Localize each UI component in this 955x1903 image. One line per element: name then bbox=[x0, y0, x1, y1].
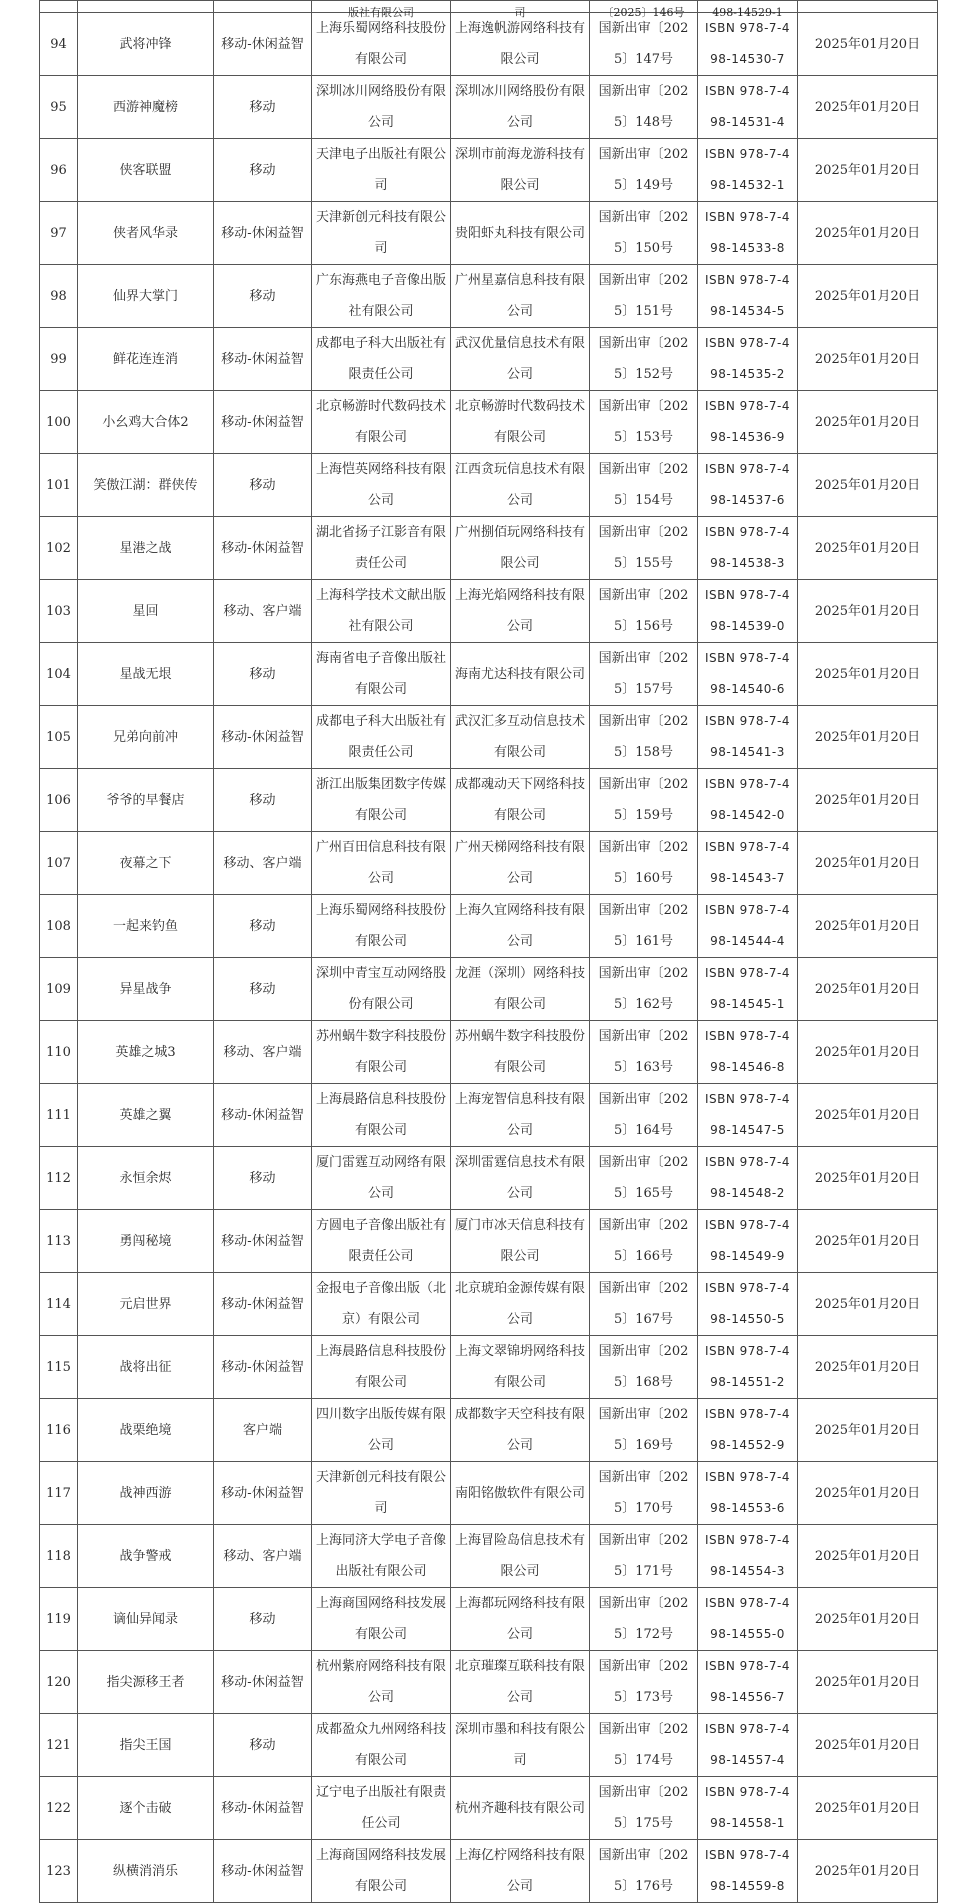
publisher-cell: 广州百田信息科技有限公司 bbox=[312, 832, 451, 895]
table-row bbox=[40, 1336, 938, 1399]
number-cell: 121 bbox=[40, 1714, 78, 1777]
operator-cell: 深圳市前海龙游科技有限公司 bbox=[451, 139, 590, 202]
publisher-cell: 上海晨路信息科技股份有限公司 bbox=[312, 1084, 451, 1147]
table-row bbox=[40, 454, 938, 517]
publisher-cell: 杭州紫府网络科技有限公司 bbox=[312, 1651, 451, 1714]
publisher-cell: 天津电子出版社有限公司 bbox=[312, 139, 451, 202]
date-cell: 2025年01月20日 bbox=[798, 1399, 938, 1462]
isbn-cell: ISBN 978-7-498-14530-7 bbox=[698, 13, 798, 76]
approval-cell: 国新出审〔2025〕167号 bbox=[590, 1273, 698, 1336]
number-cell: 102 bbox=[40, 517, 78, 580]
number-cell: 103 bbox=[40, 580, 78, 643]
game-name-cell: 一起来钓鱼 bbox=[78, 895, 214, 958]
game-name-cell: 侠客联盟 bbox=[78, 139, 214, 202]
approval-cell: 〔2025〕146号 bbox=[590, 1, 698, 13]
approval-cell: 国新出审〔2025〕176号 bbox=[590, 1840, 698, 1903]
operator-cell: 贵阳虾丸科技有限公司 bbox=[451, 202, 590, 265]
operator-cell: 上海宠智信息科技有限公司 bbox=[451, 1084, 590, 1147]
type-cell: 移动 bbox=[214, 1147, 312, 1210]
game-name-cell: 英雄之城3 bbox=[78, 1021, 214, 1084]
game-name-cell: 侠者风华录 bbox=[78, 202, 214, 265]
operator-cell: 南阳铭傲软件有限公司 bbox=[451, 1462, 590, 1525]
number-cell: 112 bbox=[40, 1147, 78, 1210]
table-row bbox=[40, 895, 938, 958]
publisher-cell: 苏州蜗牛数字科技股份有限公司 bbox=[312, 1021, 451, 1084]
table-row bbox=[40, 13, 938, 76]
operator-cell: 上海文翠锦坍网络科技有限公司 bbox=[451, 1336, 590, 1399]
date-cell: 2025年01月20日 bbox=[798, 1588, 938, 1651]
game-name-cell: 战将出征 bbox=[78, 1336, 214, 1399]
game-name-cell: 指尖源移王者 bbox=[78, 1651, 214, 1714]
game-name-cell: 小幺鸡大合体2 bbox=[78, 391, 214, 454]
date-cell: 2025年01月20日 bbox=[798, 958, 938, 1021]
publisher-cell: 上海乐蜀网络科技股份有限公司 bbox=[312, 13, 451, 76]
number-cell: 98 bbox=[40, 265, 78, 328]
operator-cell: 厦门市冰天信息科技有限公司 bbox=[451, 1210, 590, 1273]
operator-cell: 北京畅游时代数码技术有限公司 bbox=[451, 391, 590, 454]
isbn-cell: ISBN 978-7-498-14549-9 bbox=[698, 1210, 798, 1273]
isbn-cell: ISBN 978-7-498-14553-6 bbox=[698, 1462, 798, 1525]
game-name-cell: 战神西游 bbox=[78, 1462, 214, 1525]
operator-cell: 深圳市墨和科技有限公司 bbox=[451, 1714, 590, 1777]
type-cell: 移动、客户端 bbox=[214, 1525, 312, 1588]
game-name-cell: 鲜花连连消 bbox=[78, 328, 214, 391]
date-cell: 2025年01月20日 bbox=[798, 769, 938, 832]
publisher-cell: 深圳中青宝互动网络股份有限公司 bbox=[312, 958, 451, 1021]
date-cell: 2025年01月20日 bbox=[798, 832, 938, 895]
approval-table-page bbox=[39, 0, 937, 1903]
isbn-cell: ISBN 978-7-498-14554-3 bbox=[698, 1525, 798, 1588]
game-name-cell: 异星战争 bbox=[78, 958, 214, 1021]
publisher-cell: 成都电子科大出版社有限责任公司 bbox=[312, 706, 451, 769]
table-row bbox=[40, 202, 938, 265]
game-name-cell: 爷爷的早餐店 bbox=[78, 769, 214, 832]
number-cell: 116 bbox=[40, 1399, 78, 1462]
number-cell: 105 bbox=[40, 706, 78, 769]
isbn-cell: ISBN 978-7-498-14556-7 bbox=[698, 1651, 798, 1714]
operator-cell: 龙涯（深圳）网络科技有限公司 bbox=[451, 958, 590, 1021]
date-cell: 2025年01月20日 bbox=[798, 1273, 938, 1336]
approval-cell: 国新出审〔2025〕171号 bbox=[590, 1525, 698, 1588]
publisher-cell: 上海商国网络科技发展有限公司 bbox=[312, 1588, 451, 1651]
game-name-cell: 星回 bbox=[78, 580, 214, 643]
number-cell: 119 bbox=[40, 1588, 78, 1651]
isbn-cell: ISBN 978-7-498-14538-3 bbox=[698, 517, 798, 580]
number-cell: 114 bbox=[40, 1273, 78, 1336]
publisher-cell: 四川数字出版传媒有限公司 bbox=[312, 1399, 451, 1462]
isbn-cell: ISBN 978-7-498-14537-6 bbox=[698, 454, 798, 517]
date-cell: 2025年01月20日 bbox=[798, 1840, 938, 1903]
type-cell: 移动-休闲益智 bbox=[214, 706, 312, 769]
isbn-cell: ISBN 978-7-498-14540-6 bbox=[698, 643, 798, 706]
game-name-cell: 英雄之翼 bbox=[78, 1084, 214, 1147]
isbn-cell: ISBN 978-7-498-14552-9 bbox=[698, 1399, 798, 1462]
game-name-cell: 永恒余烬 bbox=[78, 1147, 214, 1210]
number-cell: 97 bbox=[40, 202, 78, 265]
game-name-cell: 指尖王国 bbox=[78, 1714, 214, 1777]
type-cell: 移动 bbox=[214, 958, 312, 1021]
date-cell: 2025年01月20日 bbox=[798, 643, 938, 706]
approval-cell: 国新出审〔2025〕151号 bbox=[590, 265, 698, 328]
table-row bbox=[40, 706, 938, 769]
number-cell: 113 bbox=[40, 1210, 78, 1273]
operator-cell: 成都魂动天下网络科技有限公司 bbox=[451, 769, 590, 832]
type-cell: 移动、客户端 bbox=[214, 580, 312, 643]
type-cell: 移动 bbox=[214, 1588, 312, 1651]
game-name-cell: 星港之战 bbox=[78, 517, 214, 580]
type-cell: 移动-休闲益智 bbox=[214, 391, 312, 454]
approval-cell: 国新出审〔2025〕156号 bbox=[590, 580, 698, 643]
approval-cell: 国新出审〔2025〕147号 bbox=[590, 13, 698, 76]
isbn-cell: ISBN 978-7-498-14551-2 bbox=[698, 1336, 798, 1399]
date-cell: 2025年01月20日 bbox=[798, 580, 938, 643]
publisher-cell: 辽宁电子出版社有限责任公司 bbox=[312, 1777, 451, 1840]
isbn-cell: ISBN 978-7-498-14557-4 bbox=[698, 1714, 798, 1777]
operator-cell: 成都数字天空科技有限公司 bbox=[451, 1399, 590, 1462]
number-cell: 117 bbox=[40, 1462, 78, 1525]
operator-cell: 司 bbox=[451, 1, 590, 13]
number-cell: 115 bbox=[40, 1336, 78, 1399]
publisher-cell: 成都盈众九州网络科技有限公司 bbox=[312, 1714, 451, 1777]
type-cell: 移动 bbox=[214, 1714, 312, 1777]
operator-cell: 北京璀璨互联科技有限公司 bbox=[451, 1651, 590, 1714]
type-cell: 客户端 bbox=[214, 1399, 312, 1462]
approval-cell: 国新出审〔2025〕148号 bbox=[590, 76, 698, 139]
table-row bbox=[40, 1714, 938, 1777]
table-row bbox=[40, 643, 938, 706]
type-cell: 移动-休闲益智 bbox=[214, 328, 312, 391]
table-row bbox=[40, 580, 938, 643]
type-cell: 移动 bbox=[214, 76, 312, 139]
date-cell: 2025年01月20日 bbox=[798, 76, 938, 139]
table-row bbox=[40, 1525, 938, 1588]
number-cell: 99 bbox=[40, 328, 78, 391]
table-row bbox=[40, 139, 938, 202]
operator-cell: 广州捌佰玩网络科技有限公司 bbox=[451, 517, 590, 580]
table-row bbox=[40, 1777, 938, 1840]
table-row-partial bbox=[40, 1, 938, 13]
type-cell: 移动、客户端 bbox=[214, 832, 312, 895]
table-row bbox=[40, 1462, 938, 1525]
approval-cell: 国新出审〔2025〕160号 bbox=[590, 832, 698, 895]
isbn-cell: ISBN 978-7-498-14534-5 bbox=[698, 265, 798, 328]
date-cell: 2025年01月20日 bbox=[798, 895, 938, 958]
type-cell: 移动-休闲益智 bbox=[214, 1462, 312, 1525]
publisher-cell: 上海恺英网络科技有限公司 bbox=[312, 454, 451, 517]
publisher-cell: 厦门雷霆互动网络有限公司 bbox=[312, 1147, 451, 1210]
operator-cell: 上海光焰网络科技有限公司 bbox=[451, 580, 590, 643]
type-cell: 移动-休闲益智 bbox=[214, 13, 312, 76]
number-cell: 96 bbox=[40, 139, 78, 202]
publisher-cell: 浙江出版集团数字传媒有限公司 bbox=[312, 769, 451, 832]
table-row bbox=[40, 769, 938, 832]
approval-cell: 国新出审〔2025〕164号 bbox=[590, 1084, 698, 1147]
operator-cell: 武汉优量信息技术有限公司 bbox=[451, 328, 590, 391]
approval-cell: 国新出审〔2025〕157号 bbox=[590, 643, 698, 706]
number-cell: 106 bbox=[40, 769, 78, 832]
table-row bbox=[40, 1588, 938, 1651]
isbn-cell: ISBN 978-7-498-14555-0 bbox=[698, 1588, 798, 1651]
approval-cell: 国新出审〔2025〕172号 bbox=[590, 1588, 698, 1651]
date-cell: 2025年01月20日 bbox=[798, 1336, 938, 1399]
approval-cell: 国新出审〔2025〕166号 bbox=[590, 1210, 698, 1273]
number-cell: 95 bbox=[40, 76, 78, 139]
type-cell: 移动 bbox=[214, 265, 312, 328]
publisher-cell: 版社有限公司 bbox=[312, 1, 451, 13]
game-name-cell: 元启世界 bbox=[78, 1273, 214, 1336]
table-row bbox=[40, 76, 938, 139]
game-name-cell: 兄弟向前冲 bbox=[78, 706, 214, 769]
approval-table bbox=[39, 0, 938, 1903]
type-cell: 移动、客户端 bbox=[214, 1021, 312, 1084]
isbn-cell: ISBN 978-7-498-14531-4 bbox=[698, 76, 798, 139]
game-name-cell: 谪仙异闻录 bbox=[78, 1588, 214, 1651]
table-row bbox=[40, 517, 938, 580]
approval-cell: 国新出审〔2025〕153号 bbox=[590, 391, 698, 454]
isbn-cell: ISBN 978-7-498-14533-8 bbox=[698, 202, 798, 265]
approval-cell: 国新出审〔2025〕149号 bbox=[590, 139, 698, 202]
date-cell: 2025年01月20日 bbox=[798, 1777, 938, 1840]
operator-cell: 广州天梯网络科技有限公司 bbox=[451, 832, 590, 895]
game-name-cell: 武将冲锋 bbox=[78, 13, 214, 76]
game-name-cell: 纵横消消乐 bbox=[78, 1840, 214, 1903]
operator-cell: 深圳冰川网络股份有限公司 bbox=[451, 76, 590, 139]
number-cell: 120 bbox=[40, 1651, 78, 1714]
date-cell: 2025年01月20日 bbox=[798, 139, 938, 202]
number-cell: 109 bbox=[40, 958, 78, 1021]
isbn-cell: ISBN 978-7-498-14548-2 bbox=[698, 1147, 798, 1210]
approval-cell: 国新出审〔2025〕159号 bbox=[590, 769, 698, 832]
isbn-cell: ISBN 978-7-498-14542-0 bbox=[698, 769, 798, 832]
approval-cell: 国新出审〔2025〕169号 bbox=[590, 1399, 698, 1462]
isbn-cell: ISBN 978-7-498-14550-5 bbox=[698, 1273, 798, 1336]
isbn-cell: ISBN 978-7-498-14532-1 bbox=[698, 139, 798, 202]
isbn-cell: 498-14529-1 bbox=[698, 1, 798, 13]
publisher-cell: 湖北省扬子江影音有限责任公司 bbox=[312, 517, 451, 580]
operator-cell: 深圳雷霆信息技术有限公司 bbox=[451, 1147, 590, 1210]
date-cell: 2025年01月20日 bbox=[798, 13, 938, 76]
number-cell: 111 bbox=[40, 1084, 78, 1147]
publisher-cell: 上海同济大学电子音像出版社有限公司 bbox=[312, 1525, 451, 1588]
isbn-cell: ISBN 978-7-498-14536-9 bbox=[698, 391, 798, 454]
table-row bbox=[40, 1651, 938, 1714]
publisher-cell: 广东海燕电子音像出版社有限公司 bbox=[312, 265, 451, 328]
number-cell: 104 bbox=[40, 643, 78, 706]
isbn-cell: ISBN 978-7-498-14546-8 bbox=[698, 1021, 798, 1084]
publisher-cell: 上海乐蜀网络科技股份有限公司 bbox=[312, 895, 451, 958]
publisher-cell: 天津新创元科技有限公司 bbox=[312, 1462, 451, 1525]
date-cell: 2025年01月20日 bbox=[798, 1210, 938, 1273]
type-cell: 移动 bbox=[214, 643, 312, 706]
table-row bbox=[40, 1399, 938, 1462]
date-cell: 2025年01月20日 bbox=[798, 1084, 938, 1147]
isbn-cell: ISBN 978-7-498-14559-8 bbox=[698, 1840, 798, 1903]
isbn-cell: ISBN 978-7-498-14545-1 bbox=[698, 958, 798, 1021]
isbn-cell: ISBN 978-7-498-14558-1 bbox=[698, 1777, 798, 1840]
date-cell: 2025年01月20日 bbox=[798, 1462, 938, 1525]
publisher-cell: 天津新创元科技有限公司 bbox=[312, 202, 451, 265]
operator-cell: 上海都玩网络科技有限公司 bbox=[451, 1588, 590, 1651]
operator-cell: 上海冒险岛信息技术有限公司 bbox=[451, 1525, 590, 1588]
table-row bbox=[40, 265, 938, 328]
isbn-cell: ISBN 978-7-498-14541-3 bbox=[698, 706, 798, 769]
approval-cell: 国新出审〔2025〕155号 bbox=[590, 517, 698, 580]
date-cell: 2025年01月20日 bbox=[798, 1525, 938, 1588]
table-row bbox=[40, 832, 938, 895]
operator-cell: 北京琥珀金源传媒有限公司 bbox=[451, 1273, 590, 1336]
date-cell: 2025年01月20日 bbox=[798, 1651, 938, 1714]
publisher-cell: 成都电子科大出版社有限责任公司 bbox=[312, 328, 451, 391]
operator-cell: 江西贪玩信息技术有限公司 bbox=[451, 454, 590, 517]
date-cell: 2025年01月20日 bbox=[798, 706, 938, 769]
operator-cell: 苏州蜗牛数字科技股份有限公司 bbox=[451, 1021, 590, 1084]
operator-cell: 上海亿柠网络科技有限公司 bbox=[451, 1840, 590, 1903]
game-name-cell: 笑傲江湖：群侠传 bbox=[78, 454, 214, 517]
type-cell: 移动-休闲益智 bbox=[214, 1210, 312, 1273]
publisher-cell: 方圆电子音像出版社有限责任公司 bbox=[312, 1210, 451, 1273]
approval-cell: 国新出审〔2025〕158号 bbox=[590, 706, 698, 769]
isbn-cell: ISBN 978-7-498-14539-0 bbox=[698, 580, 798, 643]
approval-cell: 国新出审〔2025〕173号 bbox=[590, 1651, 698, 1714]
type-cell: 移动-休闲益智 bbox=[214, 1336, 312, 1399]
approval-cell: 国新出审〔2025〕161号 bbox=[590, 895, 698, 958]
publisher-cell: 海南省电子音像出版社有限公司 bbox=[312, 643, 451, 706]
number-cell: 108 bbox=[40, 895, 78, 958]
publisher-cell: 北京畅游时代数码技术有限公司 bbox=[312, 391, 451, 454]
table-row bbox=[40, 1021, 938, 1084]
publisher-cell: 上海科学技术文献出版社有限公司 bbox=[312, 580, 451, 643]
operator-cell: 武汉汇多互动信息技术有限公司 bbox=[451, 706, 590, 769]
operator-cell: 上海逸帆游网络科技有限公司 bbox=[451, 13, 590, 76]
isbn-cell: ISBN 978-7-498-14535-2 bbox=[698, 328, 798, 391]
type-cell: 移动-休闲益智 bbox=[214, 202, 312, 265]
isbn-cell: ISBN 978-7-498-14544-4 bbox=[698, 895, 798, 958]
date-cell: 2025年01月20日 bbox=[798, 202, 938, 265]
type-cell: 移动 bbox=[214, 895, 312, 958]
date-cell: 2025年01月20日 bbox=[798, 1714, 938, 1777]
date-cell: 2025年01月20日 bbox=[798, 391, 938, 454]
number-cell: 101 bbox=[40, 454, 78, 517]
operator-cell: 海南尤达科技有限公司 bbox=[451, 643, 590, 706]
table-row bbox=[40, 1273, 938, 1336]
isbn-cell: ISBN 978-7-498-14547-5 bbox=[698, 1084, 798, 1147]
table-row bbox=[40, 1084, 938, 1147]
approval-cell: 国新出审〔2025〕150号 bbox=[590, 202, 698, 265]
publisher-cell: 上海商国网络科技发展有限公司 bbox=[312, 1840, 451, 1903]
publisher-cell: 深圳冰川网络股份有限公司 bbox=[312, 76, 451, 139]
approval-cell: 国新出审〔2025〕175号 bbox=[590, 1777, 698, 1840]
date-cell bbox=[798, 1, 938, 13]
game-name-cell: 夜幕之下 bbox=[78, 832, 214, 895]
isbn-cell: ISBN 978-7-498-14543-7 bbox=[698, 832, 798, 895]
number-cell: 100 bbox=[40, 391, 78, 454]
game-name-cell: 西游神魔榜 bbox=[78, 76, 214, 139]
game-name-cell: 星战无垠 bbox=[78, 643, 214, 706]
number-cell: 123 bbox=[40, 1840, 78, 1903]
table-body bbox=[40, 1, 938, 1903]
table-row bbox=[40, 1147, 938, 1210]
operator-cell: 杭州齐趣科技有限公司 bbox=[451, 1777, 590, 1840]
publisher-cell: 上海晨路信息科技股份有限公司 bbox=[312, 1336, 451, 1399]
table-row bbox=[40, 1840, 938, 1903]
number-cell: 107 bbox=[40, 832, 78, 895]
date-cell: 2025年01月20日 bbox=[798, 517, 938, 580]
table-row bbox=[40, 328, 938, 391]
number-cell: 122 bbox=[40, 1777, 78, 1840]
table-row bbox=[40, 391, 938, 454]
type-cell: 移动-休闲益智 bbox=[214, 1840, 312, 1903]
game-name-cell: 逐个击破 bbox=[78, 1777, 214, 1840]
date-cell: 2025年01月20日 bbox=[798, 265, 938, 328]
game-name-cell: 战栗绝境 bbox=[78, 1399, 214, 1462]
approval-cell: 国新出审〔2025〕163号 bbox=[590, 1021, 698, 1084]
type-cell: 移动-休闲益智 bbox=[214, 1273, 312, 1336]
type-cell: 移动-休闲益智 bbox=[214, 1651, 312, 1714]
table-row bbox=[40, 1210, 938, 1273]
date-cell: 2025年01月20日 bbox=[798, 1021, 938, 1084]
type-cell: 移动 bbox=[214, 139, 312, 202]
publisher-cell: 金报电子音像出版（北京）有限公司 bbox=[312, 1273, 451, 1336]
approval-cell: 国新出审〔2025〕174号 bbox=[590, 1714, 698, 1777]
type-cell: 移动-休闲益智 bbox=[214, 1084, 312, 1147]
approval-cell: 国新出审〔2025〕162号 bbox=[590, 958, 698, 1021]
approval-cell: 国新出审〔2025〕154号 bbox=[590, 454, 698, 517]
approval-cell: 国新出审〔2025〕170号 bbox=[590, 1462, 698, 1525]
type-cell: 移动-休闲益智 bbox=[214, 517, 312, 580]
game-name-cell: 勇闯秘境 bbox=[78, 1210, 214, 1273]
date-cell: 2025年01月20日 bbox=[798, 1147, 938, 1210]
operator-cell: 上海久宜网络科技有限公司 bbox=[451, 895, 590, 958]
approval-cell: 国新出审〔2025〕168号 bbox=[590, 1336, 698, 1399]
number-cell: 94 bbox=[40, 13, 78, 76]
operator-cell: 广州星嘉信息科技有限公司 bbox=[451, 265, 590, 328]
game-name-cell: 战争警戒 bbox=[78, 1525, 214, 1588]
table-row bbox=[40, 958, 938, 1021]
number-cell: 118 bbox=[40, 1525, 78, 1588]
type-cell: 移动 bbox=[214, 769, 312, 832]
type-cell: 移动 bbox=[214, 454, 312, 517]
number-cell: 110 bbox=[40, 1021, 78, 1084]
approval-cell: 国新出审〔2025〕165号 bbox=[590, 1147, 698, 1210]
approval-cell: 国新出审〔2025〕152号 bbox=[590, 328, 698, 391]
date-cell: 2025年01月20日 bbox=[798, 328, 938, 391]
game-name-cell: 仙界大掌门 bbox=[78, 265, 214, 328]
date-cell: 2025年01月20日 bbox=[798, 454, 938, 517]
type-cell: 移动-休闲益智 bbox=[214, 1777, 312, 1840]
